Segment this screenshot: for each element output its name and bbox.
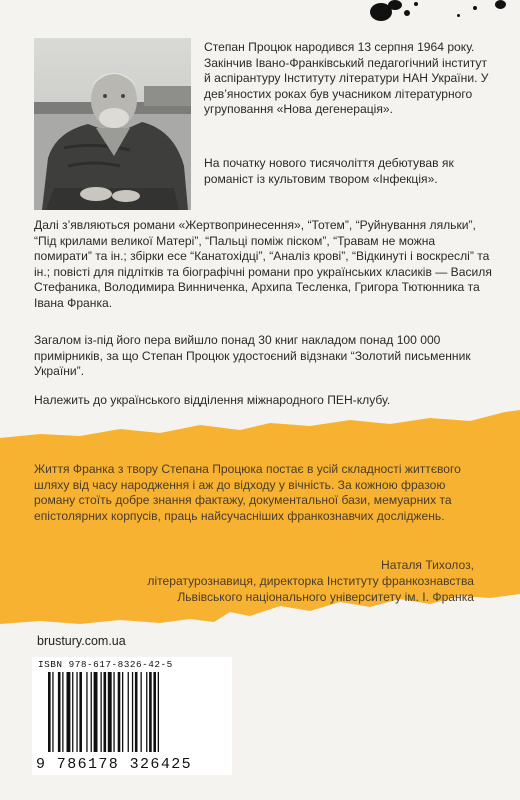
barcode-number: 9 786178 326425 xyxy=(36,756,193,773)
isbn-text: ISBN 978-617-8326-42-5 xyxy=(38,659,173,670)
review-quote: Життя Франка з твору Степана Процюка постає в усій складності життєвого шляху від часу народження і аж до відходу у вічність. За кожною фразою роману стоїть добре знання фактажу, документальної бази, мемуарних та епістолярних корпусів, праць найсучасніших франкознавчих досліджень. xyxy=(34,462,461,523)
author-bio-intro: Степан Процюк народився 13 серпня 1964 року. Закінчив Івано-Франківський педагогічний інститут й аспірантуру Інституту літератури НАН України. У дев’яностих роках був учасником літературного угруповання «Нова дегенерація». xyxy=(204,40,489,117)
barcode-bars xyxy=(48,672,226,756)
publisher-website[interactable]: brustury.com.ua xyxy=(37,634,126,648)
review-author-title: літературознавиця, директорка Інституту франкознавства xyxy=(147,574,474,588)
review-author-affiliation: Львівського національного університету ім. І. Франка xyxy=(177,590,474,604)
author-bio-debut: На початку нового тисячоліття дебютував як романіст із культовим твором «Інфекція». xyxy=(204,156,454,186)
barcode xyxy=(32,657,232,775)
author-works: Далі з’являються романи «Жертвопринесення», “Тотем”, “Руйнування ляльки”, “Під крилами великої Матері”, “Пальці поміж піском”, “Травам не можна помирати” та ін.; збірки есе “Канатохідці”, “Аналіз крові”, “Відкинуті і воскреслі” та ін.; повісті для підлітків та біографічні романи про українських класиків — Василя Стефаника, Володимира Винниченка, Архипа Тесленка, Григора Тютюнника та Івана Франка. xyxy=(34,218,492,310)
author-photo xyxy=(34,38,191,210)
author-achievements: Загалом із-під його пера вийшло понад 30 книг накладом понад 100 000 примірників, за що Степан Процюк удостоєний відзнаки “Золотий письменник України”. xyxy=(34,333,471,379)
review-author-name: Наталя Тихолоз, xyxy=(381,558,474,572)
author-membership: Належить до українського відділення міжнародного ПЕН-клубу. xyxy=(34,393,391,407)
